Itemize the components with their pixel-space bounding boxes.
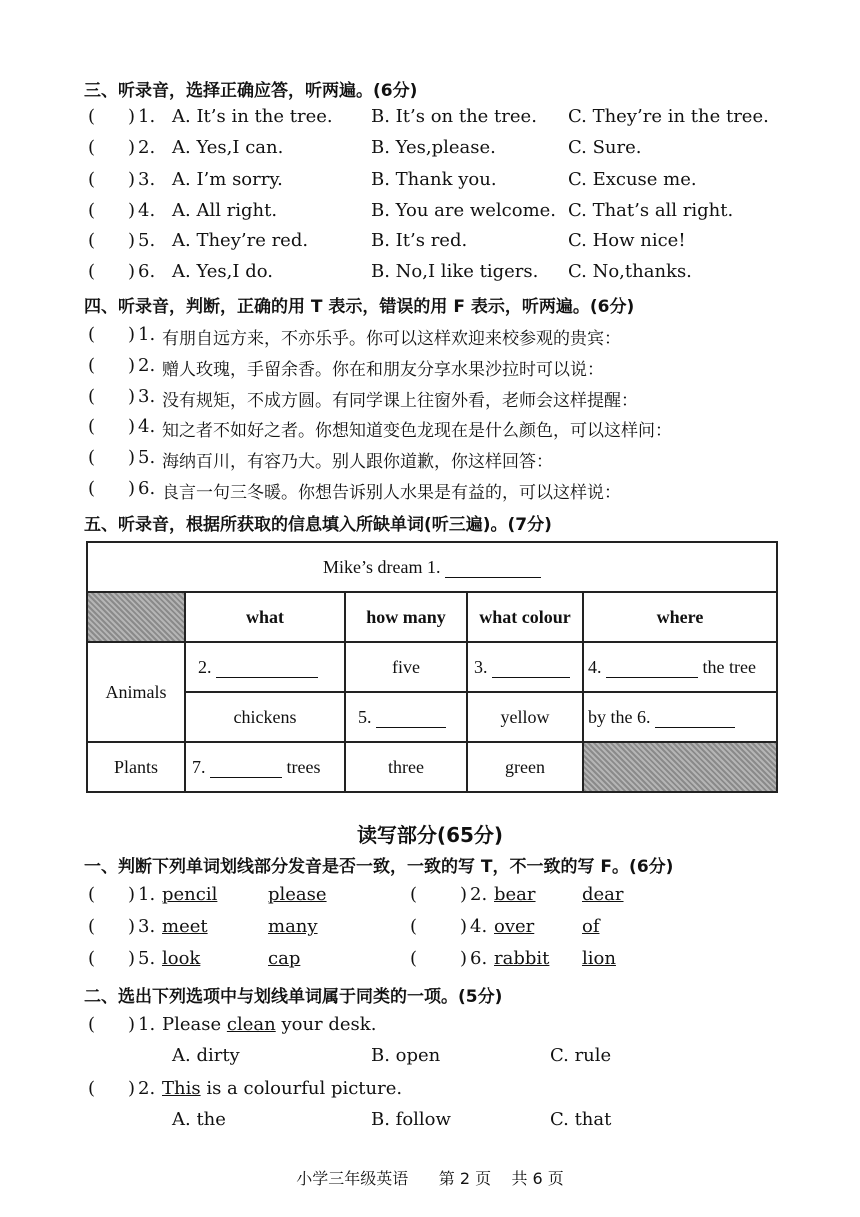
answer-paren[interactable]: ( [88, 948, 96, 969]
cell-blank-5 [345, 692, 467, 742]
option-a: A. the [172, 1109, 226, 1130]
option-c: C. That’s all right. [568, 200, 734, 221]
footer-page: 第 2 页 [438, 1169, 492, 1188]
item-number: 4. [138, 416, 156, 437]
option-a: A. They’re red. [172, 230, 309, 251]
answer-paren[interactable]: ( [88, 324, 96, 345]
item-number: 6. [470, 948, 488, 969]
answer-paren[interactable]: ( [88, 106, 96, 127]
blank-3[interactable] [492, 676, 570, 678]
part2-sec2-title: 二、选出下列选项中与划线单词属于同类的一项。(5分) [84, 987, 503, 1007]
col-what-colour: what colour [467, 592, 583, 642]
option-c: C. rule [550, 1045, 612, 1066]
option-a: A. I’m sorry. [172, 169, 283, 190]
answer-paren[interactable]: ( [88, 386, 96, 407]
blank-7[interactable] [210, 776, 282, 778]
cell-chickens: chickens [185, 692, 345, 742]
item-number: 1. [138, 1014, 156, 1035]
footer-subject: 小学三年级英语 [296, 1169, 409, 1188]
answer-paren[interactable]: ( [88, 478, 96, 499]
option-a: A. Yes,I do. [172, 261, 273, 282]
answer-paren[interactable]: ( [88, 230, 96, 251]
word: meet [162, 916, 208, 937]
answer-paren[interactable]: ( [88, 884, 96, 905]
option-b: B. No,I like tigers. [371, 261, 539, 282]
word: lion [582, 948, 616, 969]
cell-blank-2 [185, 642, 345, 692]
option-b: B. Yes,please. [371, 137, 496, 158]
row-label-plants: Plants [87, 742, 185, 792]
cell-blank-3 [467, 642, 583, 692]
shaded-cell [87, 592, 185, 642]
table-title: Mike’s dream 1. [323, 556, 441, 577]
option-b: B. It’s red. [371, 230, 468, 251]
option-b: B. You are welcome. [371, 200, 557, 221]
item-number: 2. [138, 355, 156, 376]
item-number: 5. [138, 447, 156, 468]
item-number: 1. [138, 884, 156, 905]
option-a: A. It’s in the tree. [172, 106, 333, 127]
cell-blank-4 [583, 642, 777, 692]
answer-paren[interactable]: ( [410, 916, 418, 937]
cell-five: five [345, 642, 467, 692]
item-number: 5. [138, 948, 156, 969]
blank-number: 7. [192, 756, 206, 777]
word: many [268, 916, 318, 937]
cell-yellow: yellow [467, 692, 583, 742]
answer-paren[interactable]: ( [88, 447, 96, 468]
item-number: 6. [138, 478, 156, 499]
item-number: 2. [470, 884, 488, 905]
item-number: 2. [138, 137, 156, 158]
option-c: C. Excuse me. [568, 169, 697, 190]
blank-2[interactable] [216, 676, 318, 678]
footer-total: 共 6 页 [511, 1169, 564, 1188]
option-c: C. They’re in the tree. [568, 106, 769, 127]
word: rabbit [494, 948, 550, 969]
cell-text: by the 6. [588, 706, 651, 727]
word: bear [494, 884, 536, 905]
word: please [268, 884, 327, 905]
section3-title: 三、听录音，选择正确应答，听两遍。(6分) [84, 81, 418, 101]
answer-paren[interactable]: ( [88, 916, 96, 937]
question-text: Please clean your desk. [162, 1014, 377, 1035]
question-text: This is a colourful picture. [162, 1078, 403, 1099]
item-text: 知之者不如好之者。你想知道变色龙现在是什么颜色，可以这样问： [162, 421, 672, 441]
item-number: 4. [470, 916, 488, 937]
answer-paren[interactable]: ( [88, 355, 96, 376]
item-number: 3. [138, 916, 156, 937]
cell-text: trees [286, 756, 321, 777]
answer-paren[interactable]: ( [88, 261, 96, 282]
answer-paren[interactable]: ( [410, 948, 418, 969]
item-number: 1. [138, 106, 156, 127]
item-text: 赠人玫瑰，手留余香。你在和朋友分享水果沙拉时可以说： [162, 360, 604, 380]
part2-title: 读写部分(65分) [356, 823, 504, 847]
item-number: 6. [138, 261, 156, 282]
item-number: 5. [138, 230, 156, 251]
option-c: C. that [550, 1109, 612, 1130]
blank-6[interactable] [655, 726, 735, 728]
page-footer [0, 1166, 860, 1189]
answer-paren[interactable]: ( [410, 884, 418, 905]
row-label-animals: Animals [87, 642, 185, 742]
blank-number: 2. [198, 656, 212, 677]
cell-blank-7 [185, 742, 345, 792]
cell-text: the tree [702, 656, 756, 677]
cell-blank-6 [583, 692, 777, 742]
item-number: 3. [138, 169, 156, 190]
option-b: B. open [371, 1045, 441, 1066]
item-text: 良言一句三冬暖。你想告诉别人水果是有益的，可以这样说： [162, 483, 621, 503]
blank-number: 4. [588, 656, 602, 677]
word: of [582, 916, 600, 937]
blank-number: 5. [358, 706, 372, 727]
option-c: C. No,thanks. [568, 261, 692, 282]
word: pencil [162, 884, 218, 905]
item-number: 1. [138, 324, 156, 345]
option-a: A. dirty [172, 1045, 240, 1066]
col-where: where [583, 592, 777, 642]
item-number: 3. [138, 386, 156, 407]
answer-paren[interactable]: ( [88, 137, 96, 158]
blank-4[interactable] [606, 676, 698, 678]
col-how-many: how many [345, 592, 467, 642]
item-number: 2. [138, 1078, 156, 1099]
blank-1[interactable] [445, 576, 541, 578]
shaded-cell [583, 742, 777, 792]
item-text: 没有规矩，不成方圆。有同学课上往窗外看，老师会这样提醒： [162, 391, 638, 411]
item-number: 4. [138, 200, 156, 221]
item-text: 有朋自远方来，不亦乐乎。你可以这样欢迎来校参观的贵宾： [162, 329, 621, 349]
word: over [494, 916, 535, 937]
option-b: B. follow [371, 1109, 451, 1130]
section4-title: 四、听录音，判断，正确的用 T 表示，错误的用 F 表示，听两遍。(6分) [84, 297, 635, 317]
option-c: C. Sure. [568, 137, 642, 158]
answer-paren[interactable]: ( [88, 1014, 96, 1035]
table-title-cell [87, 542, 777, 592]
option-b: B. Thank you. [371, 169, 497, 190]
section5-title: 五、听录音，根据所获取的信息填入所缺单词(听三遍)。(7分) [84, 515, 552, 535]
blank-5[interactable] [376, 726, 446, 728]
item-text: 海纳百川，有容乃大。别人跟你道歉，你这样回答： [162, 452, 553, 472]
answer-paren[interactable]: ( [88, 1078, 96, 1099]
dream-table [86, 541, 778, 793]
col-what: what [185, 592, 345, 642]
option-a: A. All right. [172, 200, 278, 221]
option-b: B. It’s on the tree. [371, 106, 537, 127]
blank-number: 3. [474, 656, 488, 677]
word: dear [582, 884, 624, 905]
word: cap [268, 948, 301, 969]
cell-three: three [345, 742, 467, 792]
option-a: A. Yes,I can. [172, 137, 284, 158]
answer-paren[interactable]: ( [88, 169, 96, 190]
word: look [162, 948, 201, 969]
cell-green: green [467, 742, 583, 792]
answer-paren[interactable]: ( [88, 416, 96, 437]
answer-paren[interactable]: ( [88, 200, 96, 221]
option-c: C. How nice! [568, 230, 686, 251]
part2-sec1-title: 一、判断下列单词划线部分发音是否一致，一致的写 T，不一致的写 F。(6分) [84, 857, 674, 877]
